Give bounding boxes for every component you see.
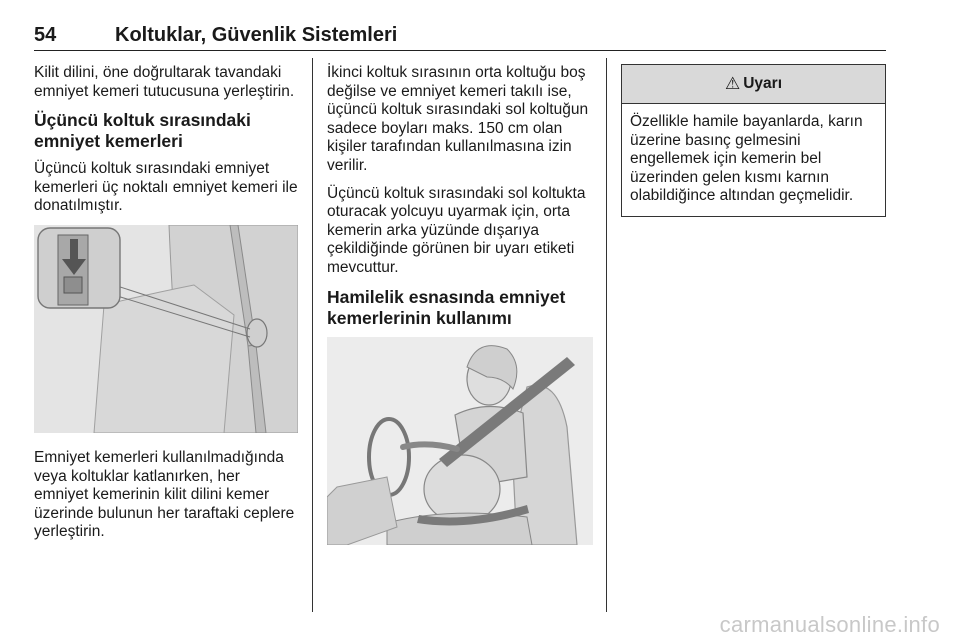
- pregnant-driver-illustration: [327, 337, 593, 545]
- column-1: [34, 64, 298, 551]
- column-divider-1: [312, 58, 313, 612]
- heading-third-row-belts: Üçüncü koltuk sırasındaki emniyet kemerleri: [34, 110, 251, 152]
- warning-box: [621, 64, 886, 217]
- column-3: [621, 64, 886, 217]
- paragraph-warning-label: Üçüncü koltuk sırasındaki sol koltukta oturacak yolcuyu uyarmak için, orta kemerin arka yüzünde dışarıya çekildiğinde görünen bir uyarı etiketi mevcuttur.: [327, 184, 586, 276]
- watermark: carmanualsonline.info: [719, 612, 940, 637]
- column-divider-2: [606, 58, 607, 612]
- third-row-belt-illustration: [34, 225, 298, 433]
- paragraph-belt-tongue: Kilit dilini, öne doğrultarak tavandaki emniyet kemeri tutucusuna yerleştirin.: [34, 64, 295, 100]
- page-number: 54: [34, 24, 57, 46]
- heading-pregnancy-belt-use: Hamilelik esnasında emniyet kemerlerinin kullanımı: [327, 286, 566, 328]
- warning-text: Özellikle hamile bayanlarda, karın üzerine basınç gelmesini engellemek için kemerin bel üzerinden gelen kısmı karnın olabildiğince altından geçmelidir.: [630, 113, 863, 205]
- warning-header: [622, 65, 885, 104]
- paragraph-second-row-middle: İkinci koltuk sırasının orta koltuğu boş değilse ve emniyet kemeri takılı ise, üçüncü koltuk sırasındaki sol koltuğun sadece boyları maks. 150 cm olan kişiler tarafından kullanılmasına izin verilir.: [327, 64, 589, 174]
- column-2: [327, 64, 593, 545]
- paragraph-third-row-belts: Üçüncü koltuk sırasındaki emniyet kemerleri üç noktalı emniyet kemeri ile donatılmıştır.: [34, 160, 298, 215]
- page-header: [34, 18, 886, 51]
- warning-title: Uyarı: [743, 74, 783, 92]
- section-title: Koltuklar, Güvenlik Sistemleri: [115, 24, 398, 46]
- warning-icon: ⚠: [724, 73, 741, 93]
- paragraph-belt-storage: Emniyet kemerleri kullanılmadığında veya koltuklar katlanırken, her emniyet kemerinin kilit dilini kemer üzerinde bulunun her taraftaki ceplere yerleştirin.: [34, 448, 295, 541]
